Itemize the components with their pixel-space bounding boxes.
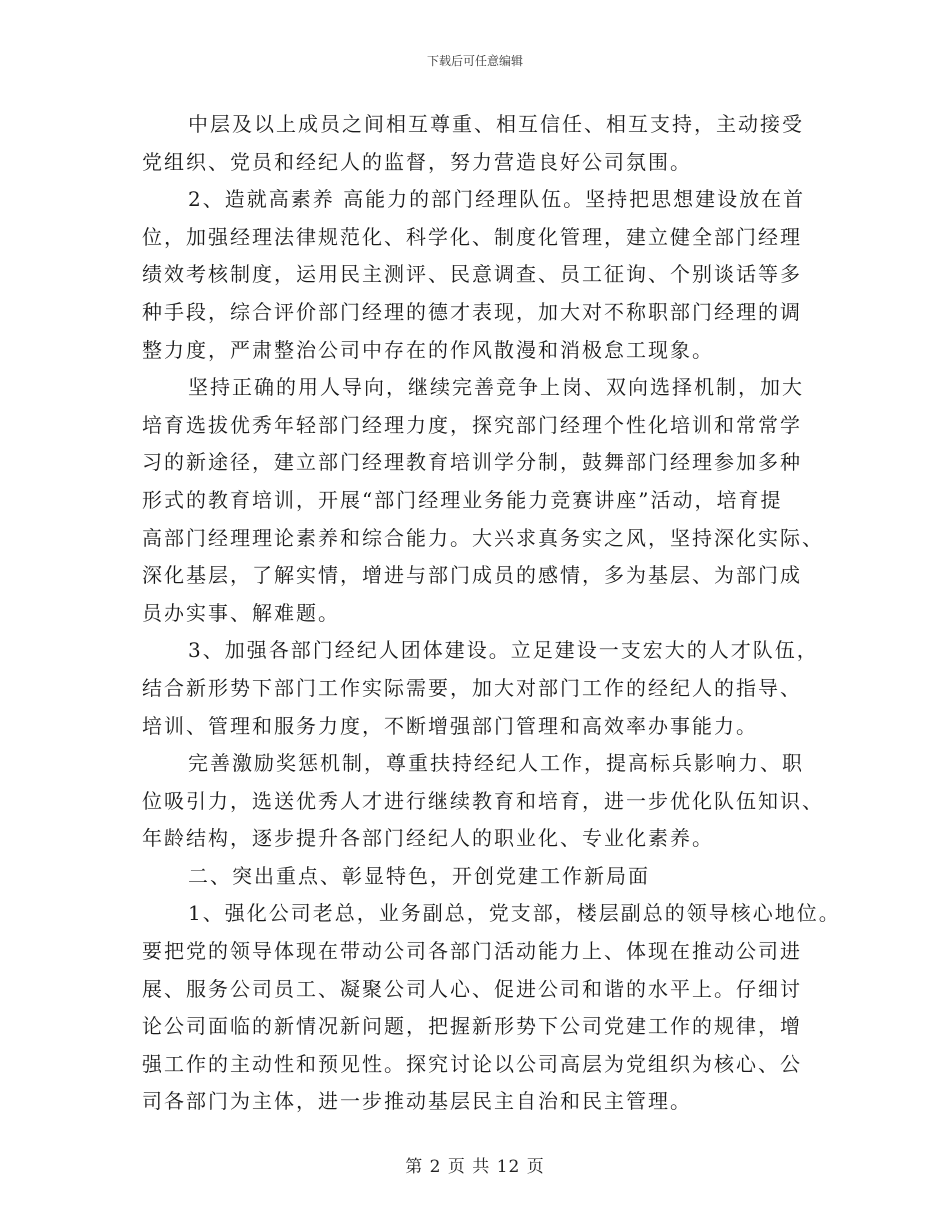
text-line: 高部门经理理论素养和综合能力。大兴求真务实之风，坚持深化实际、 — [142, 525, 824, 550]
text-line: 员办实事、解难题。 — [142, 600, 340, 625]
document-body — [142, 106, 841, 1121]
text-line: 结合新形势下部门工作实际需要，加大对部门工作的经纪人的指导、 — [142, 675, 802, 700]
text-line: 培训、管理和服务力度，不断增强部门管理和高效率办事能力。 — [142, 713, 758, 738]
text-line: 1、强化公司老总，业务副总，党支部，楼层副总的领导核心地位。 — [188, 901, 841, 926]
text-line: 年龄结构，逐步提升各部门经纪人的职业化、专业化素养。 — [142, 826, 714, 851]
text-line: 3、加强各部门经纪人团体建设。立足建设一支宏大的人才队伍， — [188, 638, 819, 663]
page-number: 第 2 页 共 12 页 — [405, 1157, 545, 1177]
text-line: 位，加强经理法律规范化、科学化、制度化管理，建立健全部门经理 — [142, 224, 802, 249]
text-line: 培育选拔优秀年轻部门经理力度，探究部门经理个性化培训和常常学 — [142, 412, 802, 437]
text-line: 2、造就高素养 高能力的部门经理队伍。坚持把思想建设放在首 — [188, 187, 806, 212]
text-line: 中层及以上成员之间相互尊重、相互信任、相互支持，主动接受 — [188, 112, 804, 136]
text-line: 要把党的领导体现在带动公司各部门活动能力上、体现在推动公司进 — [142, 939, 802, 964]
section-heading: 二、突出重点、彰显特色，开创党建工作新局面 — [188, 863, 650, 888]
text-line: 强工作的主动性和预见性。探究讨论以公司高层为党组织为核心、公 — [142, 1051, 802, 1076]
text-line: 坚持正确的用人导向，继续完善竞争上岗、双向选择机制，加大 — [188, 375, 804, 400]
text-line: 种手段，综合评价部门经理的德才表现，加大对不称职部门经理的调 — [142, 299, 802, 324]
text-line: 位吸引力，选送优秀人才进行继续教育和培育，进一步优化队伍知识、 — [142, 788, 824, 813]
text-line: 司各部门为主体，进一步推动基层民主自治和民主管理。 — [142, 1089, 692, 1114]
text-line: 绩效考核制度，运用民主测评、民意调查、员工征询、个别谈话等多 — [142, 262, 802, 287]
text-line: 整力度，严肃整治公司中存在的作风散漫和消极怠工现象。 — [142, 337, 714, 362]
text-line: 展、服务公司员工、凝聚公司人心、促进公司和谐的水平上。仔细讨 — [142, 976, 802, 1001]
text-line: 深化基层，了解实情，增进与部门成员的感情，多为基层、为部门成 — [142, 563, 802, 588]
text-line: 党组织、党员和经纪人的监督，努力营造良好公司氛围。 — [142, 149, 692, 174]
text-line: 形式的教育培训，开展“部门经理业务能力竞赛讲座”活动，培育提 — [142, 487, 783, 512]
page-header: 下载后可任意编辑 — [426, 54, 523, 68]
text-line: 论公司面临的新情况新问题，把握新形势下公司党建工作的规律，增 — [142, 1014, 802, 1039]
text-line: 完善激励奖惩机制，尊重扶持经纪人工作，提高标兵影响力、职 — [188, 751, 804, 776]
text-line: 习的新途径，建立部门经理教育培训学分制，鼓舞部门经理参加多种 — [142, 450, 802, 475]
